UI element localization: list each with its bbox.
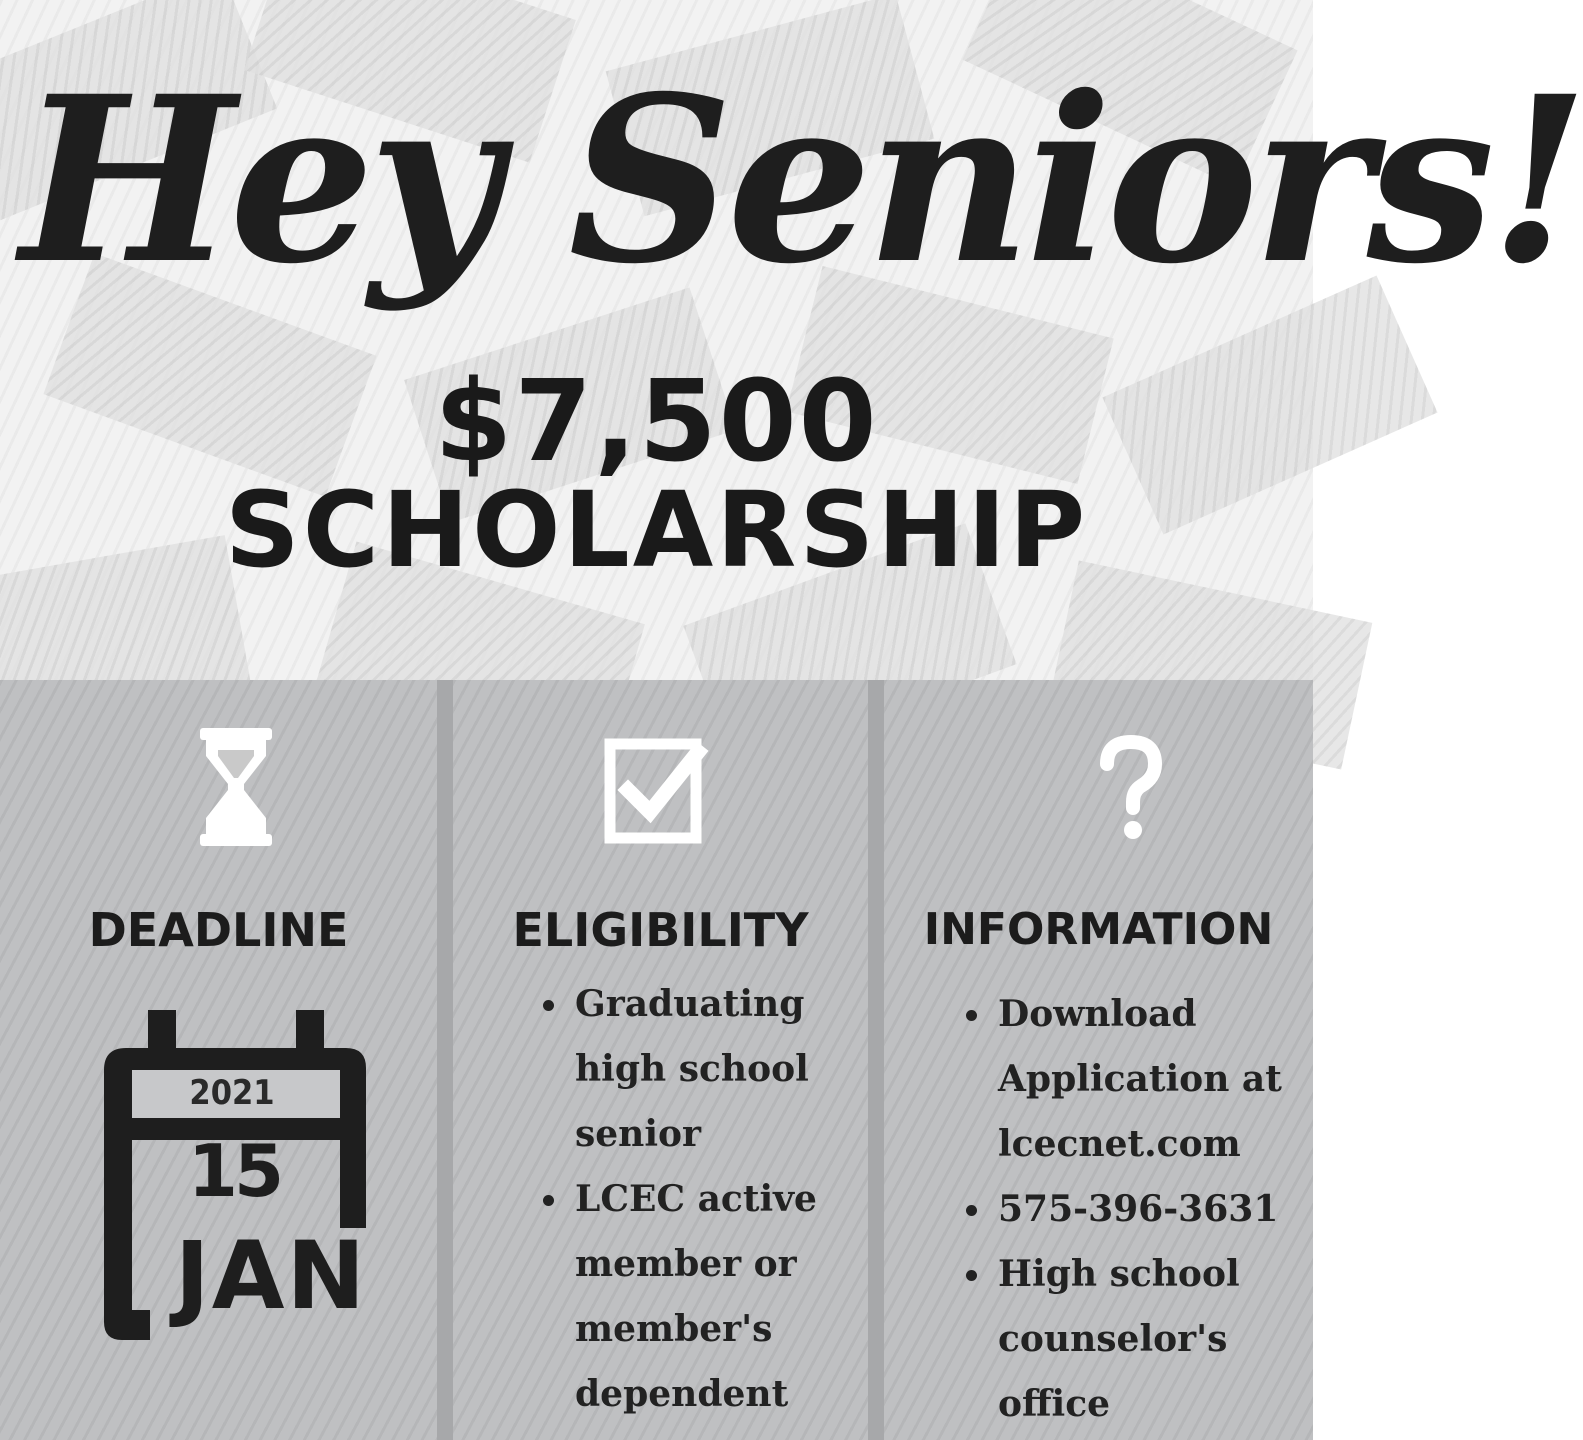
question-mark-icon: [1099, 736, 1163, 840]
eligibility-list: [541, 972, 841, 1427]
eligibility-panel: [453, 680, 868, 1440]
headline: Hey Seniors!: [20, 46, 1583, 314]
deadline-title: DEADLINE: [88, 903, 349, 957]
information-panel: [884, 680, 1313, 1440]
eligibility-title: ELIGIBILITY: [512, 903, 809, 957]
information-title: INFORMATION: [923, 904, 1274, 955]
hourglass-icon: [198, 726, 274, 848]
calendar-day: 15: [187, 1129, 281, 1213]
list-item: Download Application at lcecnet.com: [964, 982, 1304, 1177]
info-panels: [0, 680, 1313, 1440]
calendar-year: 2021: [189, 1073, 275, 1113]
checkbox-icon: [604, 736, 708, 844]
list-item: Graduating high school senior: [541, 972, 841, 1167]
scholarship-title: SCHOLARSHIP: [224, 469, 1089, 591]
list-item: LCEC active member or member's dependent: [541, 1167, 841, 1427]
deadline-panel: [0, 680, 437, 1440]
hero-section: [0, 0, 1583, 680]
calendar: [104, 1010, 374, 1340]
list-item: 575-396-3631: [964, 1177, 1304, 1242]
information-list: [964, 982, 1304, 1437]
calendar-month: JAN: [174, 1222, 368, 1331]
list-item: High school counselor's office: [964, 1242, 1304, 1437]
scholarship-amount: $7,500: [434, 357, 879, 487]
